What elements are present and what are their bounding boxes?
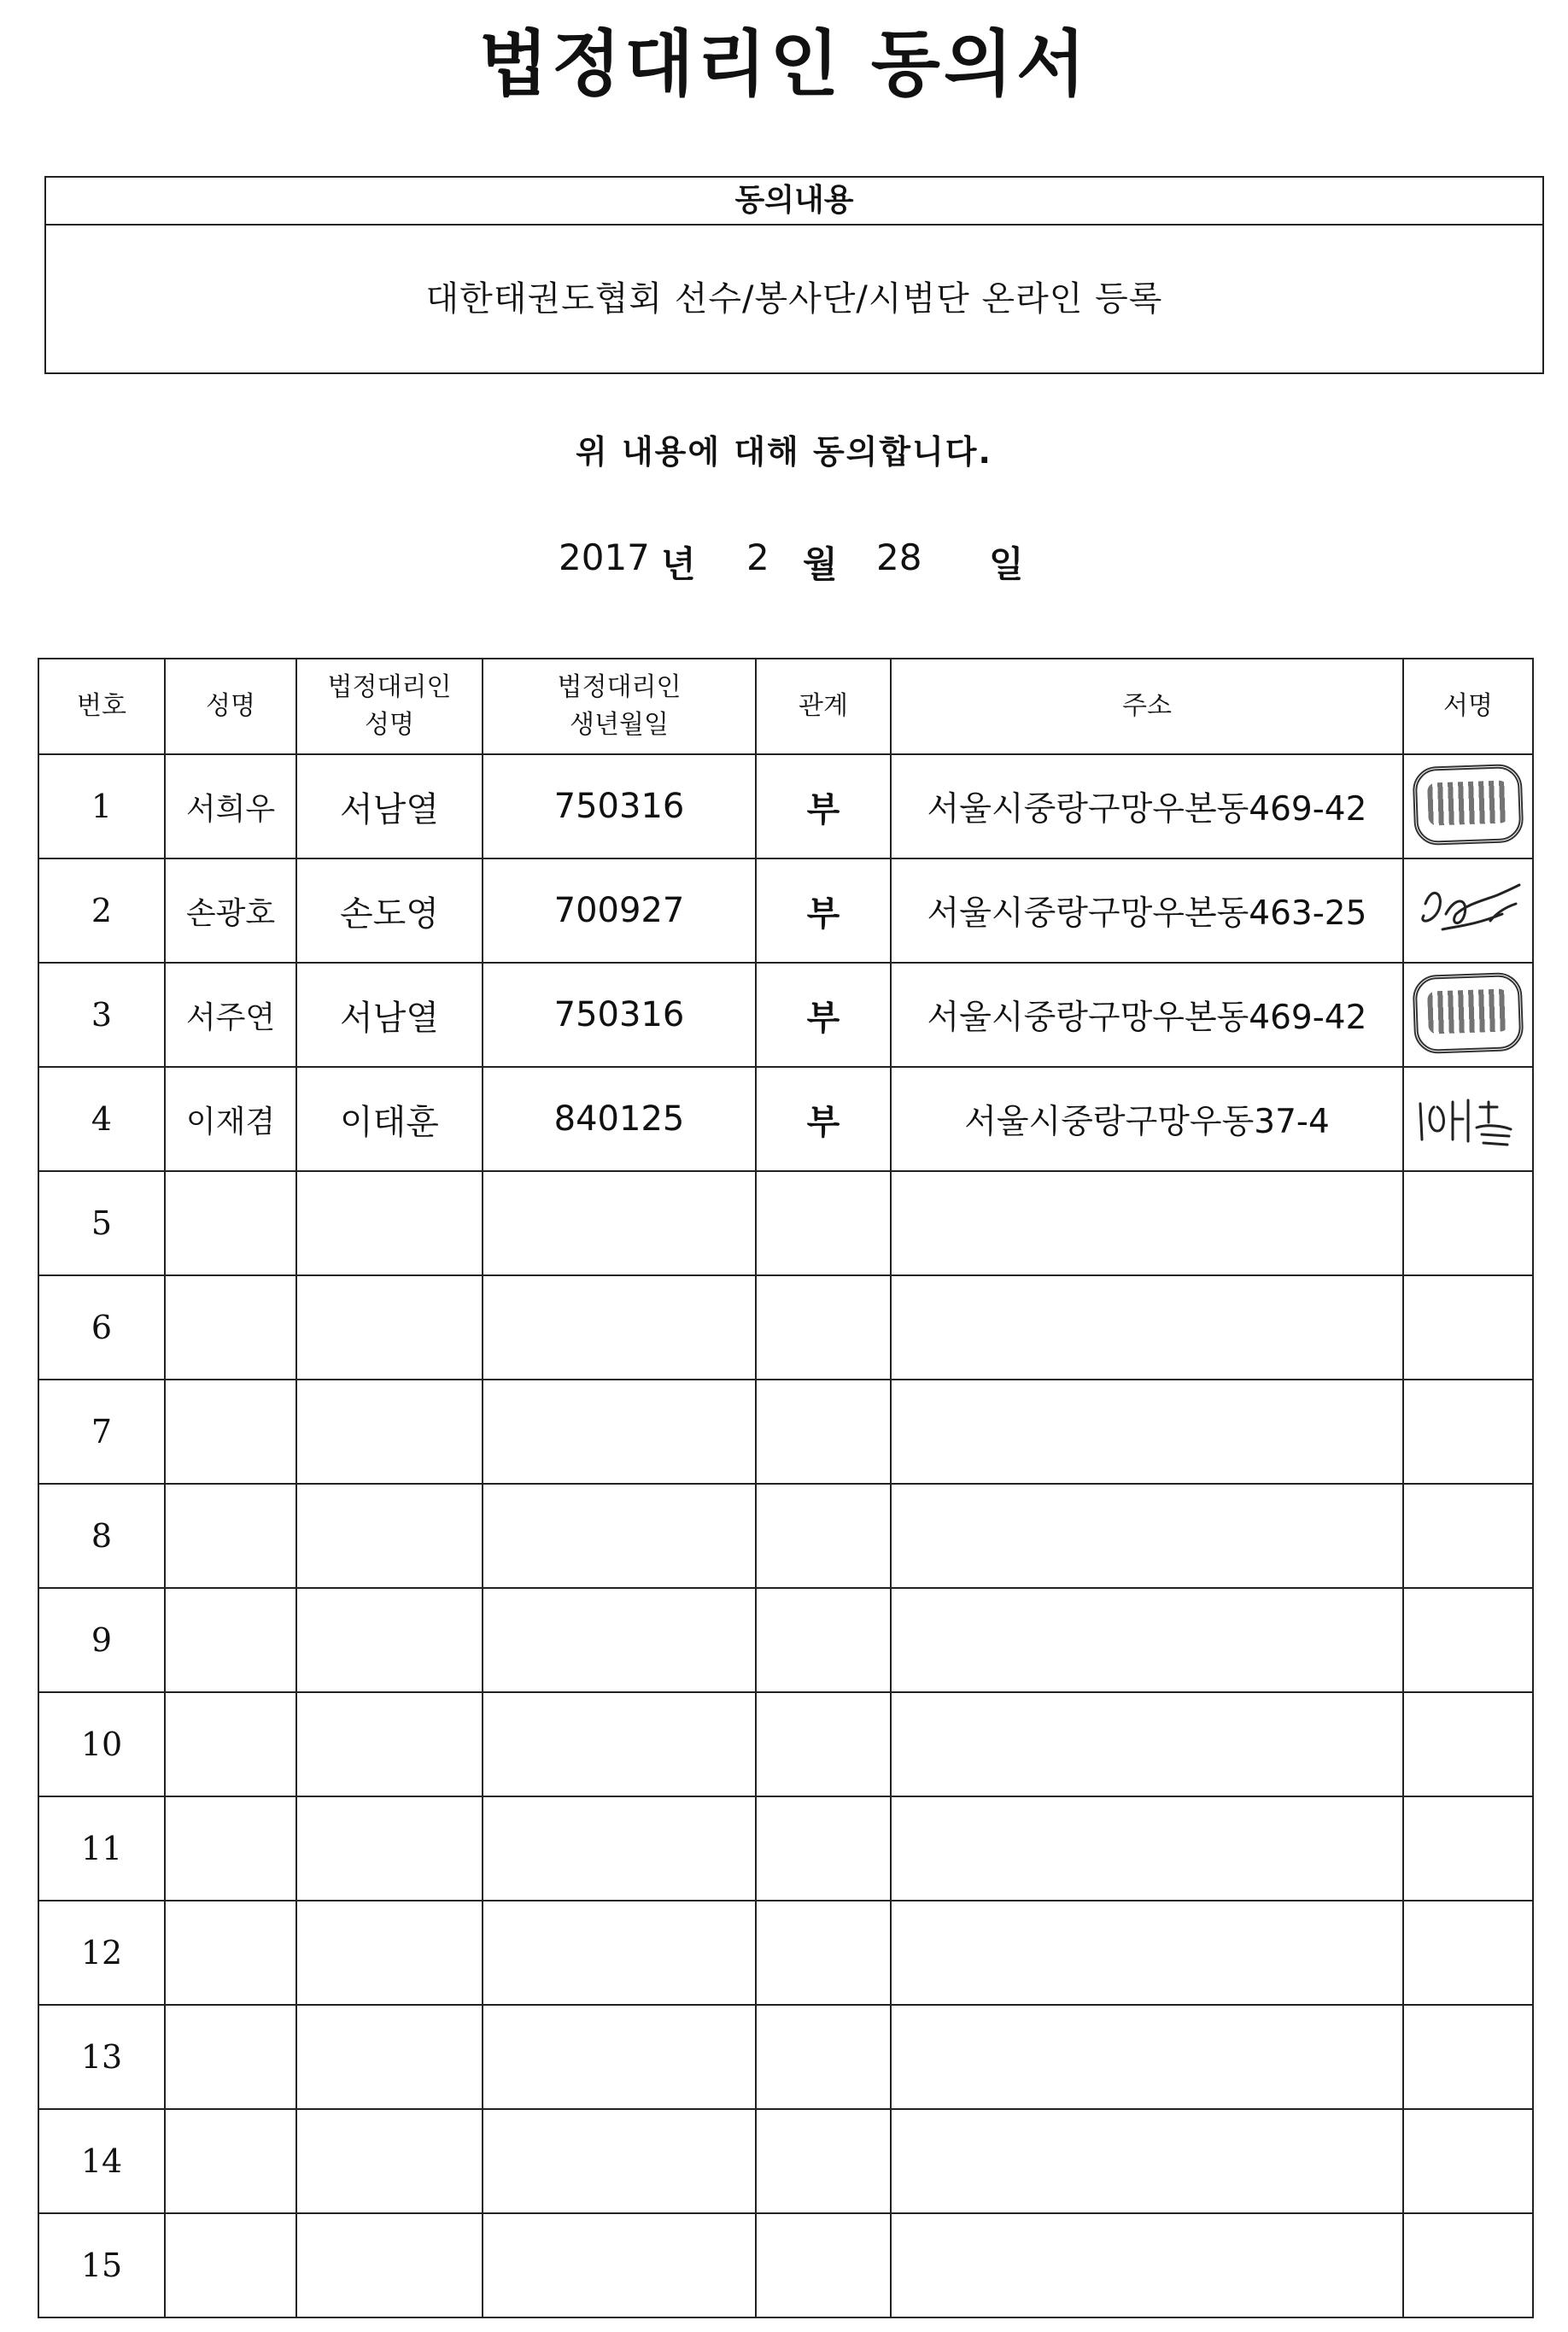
header-name: 성명 [165,659,296,754]
row-number: 3 [38,963,165,1067]
table-row [38,1380,1533,1484]
signature-cell [1403,2109,1533,2213]
address [891,2213,1403,2317]
guardian-consent-table [38,658,1534,2318]
address [891,1796,1403,1901]
table-row [38,1067,1533,1171]
address [891,1692,1403,1796]
consent-content: 대한태권도협회 선수/봉사단/시범단 온라인 등록 [425,279,1163,319]
student-name [165,1796,296,1901]
signature-cell [1403,1484,1533,1588]
student-name [165,1275,296,1380]
row-number: 6 [38,1275,165,1380]
guardian-name: 손도영 [296,858,483,963]
relation [756,1588,891,1692]
guardian-birthdate: 700927 [483,858,756,963]
date-year: 2017 [559,536,650,578]
table-header-row [38,659,1533,754]
table-row [38,1796,1533,1901]
signature-cell [1403,1796,1533,1901]
table-row [38,1692,1533,1796]
signature-cell [1403,1588,1533,1692]
signature-cell [1403,1692,1533,1796]
guardian-birthdate [483,1171,756,1275]
address [891,1484,1403,1588]
relation [756,1796,891,1901]
guardian-name [296,2005,483,2109]
guardian-birthdate: 750316 [483,754,756,858]
address: 서울시중랑구망우본동469-42 [891,754,1403,858]
student-name: 서주연 [165,963,296,1067]
signature-cell [1403,1275,1533,1380]
signature-cell [1403,1380,1533,1484]
guardian-name [296,2109,483,2213]
table-row [38,2109,1533,2213]
signature-cell [1403,858,1533,963]
student-name: 이재겸 [165,1067,296,1171]
guardian-name [296,1275,483,1380]
student-name [165,2005,296,2109]
header-relation: 관계 [756,659,891,754]
table-row [38,963,1533,1067]
agreement-statement: 위 내용에 대해 동의합니다. [576,433,992,471]
relation [756,2109,891,2213]
guardian-birthdate: 840125 [483,1067,756,1171]
header-no: 번호 [38,659,165,754]
guardian-name [296,1588,483,1692]
table-row [38,2005,1533,2109]
address [891,2109,1403,2213]
header-guardian-birth: 법정대리인 생년월일 [483,659,756,754]
row-number: 14 [38,2109,165,2213]
table-row [38,858,1533,963]
signature-cell [1403,2005,1533,2109]
guardian-name [296,1171,483,1275]
address [891,1171,1403,1275]
row-number: 7 [38,1380,165,1484]
relation [756,2213,891,2317]
date-month-label: 월 [803,543,838,585]
guardian-name [296,2213,483,2317]
consent-heading: 동의내용 [46,178,1542,226]
relation: 부 [756,754,891,858]
guardian-birthdate [483,1484,756,1588]
student-name [165,1484,296,1588]
guardian-birthdate [483,1380,756,1484]
relation [756,1901,891,2005]
date-month: 2 [746,536,769,578]
relation: 부 [756,858,891,963]
row-number: 15 [38,2213,165,2317]
address [891,2005,1403,2109]
table-row [38,1275,1533,1380]
address [891,1588,1403,1692]
row-number: 5 [38,1171,165,1275]
table-row [38,1588,1533,1692]
address [891,1901,1403,2005]
relation: 부 [756,963,891,1067]
guardian-birthdate [483,1588,756,1692]
student-name: 서희우 [165,754,296,858]
date-year-label: 년 [661,543,696,585]
row-number: 12 [38,1901,165,2005]
guardian-name [296,1380,483,1484]
row-number: 4 [38,1067,165,1171]
guardian-birthdate [483,1692,756,1796]
date-day: 28 [876,536,922,578]
relation: 부 [756,1067,891,1171]
row-number: 11 [38,1796,165,1901]
guardian-name: 서남열 [296,963,483,1067]
table-row [38,2213,1533,2317]
address: 서울시중랑구망우본동469-42 [891,963,1403,1067]
table-row [38,1171,1533,1275]
student-name [165,1901,296,2005]
address [891,1275,1403,1380]
handwritten-signature [1408,870,1528,948]
guardian-birthdate [483,1901,756,2005]
row-number: 8 [38,1484,165,1588]
signature-cell [1403,1171,1533,1275]
document-title: 법정대리인 동의서 [478,22,1090,106]
guardian-name [296,1484,483,1588]
student-name: 손광호 [165,858,296,963]
signature-cell [1403,963,1533,1067]
row-number: 10 [38,1692,165,1796]
guardian-birthdate [483,1275,756,1380]
relation [756,1484,891,1588]
signature-cell [1403,2213,1533,2317]
date-day-label: 일 [989,543,1024,585]
relation [756,1171,891,1275]
table-row [38,1484,1533,1588]
guardian-birthdate: 750316 [483,963,756,1067]
guardian-birthdate [483,1796,756,1901]
handwritten-signature [1408,1078,1528,1157]
student-name [165,1588,296,1692]
guardian-birthdate [483,2213,756,2317]
relation [756,1692,891,1796]
relation [756,1380,891,1484]
guardian-name: 서남열 [296,754,483,858]
header-address: 주소 [891,659,1403,754]
seal-stamp [1412,972,1524,1054]
consent-date [0,536,1568,588]
relation [756,1275,891,1380]
guardian-name [296,1796,483,1901]
guardian-name [296,1901,483,2005]
row-number: 2 [38,858,165,963]
student-name [165,1171,296,1275]
signature-cell [1403,1067,1533,1171]
seal-stamp [1412,764,1524,846]
row-number: 9 [38,1588,165,1692]
guardian-birthdate [483,2109,756,2213]
relation [756,2005,891,2109]
table-row [38,1901,1533,2005]
address: 서울시중랑구망우본동463-25 [891,858,1403,963]
guardian-name [296,1692,483,1796]
header-signature: 서명 [1403,659,1533,754]
student-name [165,1380,296,1484]
student-name [165,1692,296,1796]
student-name [165,2213,296,2317]
consent-content-box [44,176,1544,374]
signature-cell [1403,754,1533,858]
row-number: 13 [38,2005,165,2109]
guardian-name: 이태훈 [296,1067,483,1171]
signature-cell [1403,1901,1533,2005]
address [891,1380,1403,1484]
guardian-birthdate [483,2005,756,2109]
student-name [165,2109,296,2213]
address: 서울시중랑구망우동37-4 [891,1067,1403,1171]
row-number: 1 [38,754,165,858]
header-guardian-name: 법정대리인 성명 [296,659,483,754]
table-row [38,754,1533,858]
